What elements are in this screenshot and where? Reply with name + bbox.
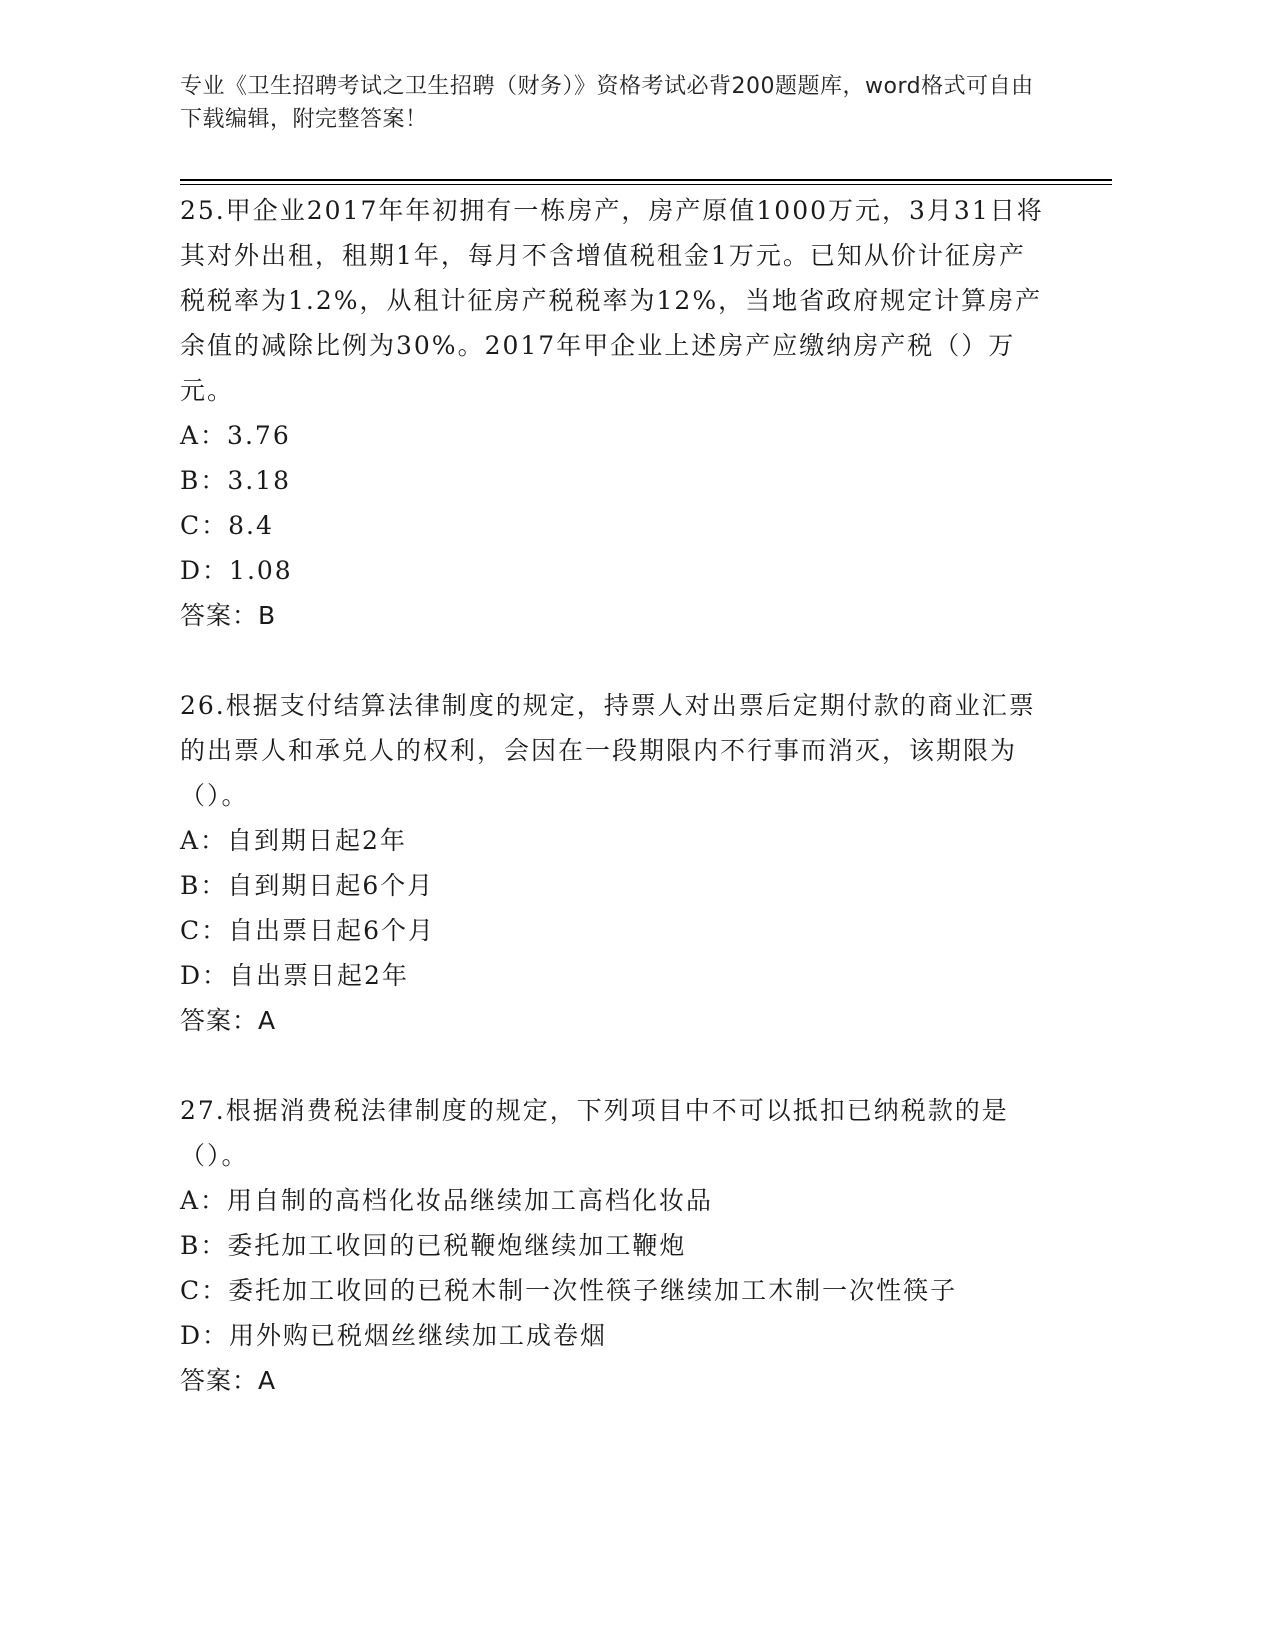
- question-stem: 27.根据消费税法律制度的规定，下列项目中不可以抵扣已纳税款的是（）。: [180, 1096, 1009, 1170]
- option-a: A：自到期日起2年: [180, 826, 407, 855]
- option-c: C：委托加工收回的已税木制一次性筷子继续加工木制一次性筷子: [180, 1276, 958, 1305]
- option-d: D：用外购已税烟丝继续加工成卷烟: [180, 1321, 608, 1350]
- answer: 答案：A: [180, 1366, 277, 1395]
- option-b: B：自到期日起6个月: [180, 871, 435, 900]
- option-c: C：自出票日起6个月: [180, 916, 436, 945]
- document-header: 专业《卫生招聘考试之卫生招聘（财务）》资格考试必背200题题库，word格式可自由下载编辑，附完整答案！: [180, 74, 1034, 132]
- option-b: B：3.18: [180, 466, 292, 495]
- header-divider-thin: [180, 184, 1112, 185]
- question-25: [180, 188, 1050, 638]
- option-a: A：用自制的高档化妆品继续加工高档化妆品: [180, 1186, 714, 1215]
- answer: 答案：B: [180, 601, 277, 630]
- option-d: D：自出票日起2年: [180, 961, 409, 990]
- question-stem: 26.根据支付结算法律制度的规定，持票人对出票后定期付款的商业汇票的出票人和承兑人的权利，会因在一段期限内不行事而消灭，该期限为（）。: [180, 691, 1036, 810]
- question-list: [180, 188, 1050, 1403]
- option-a: A：3.76: [180, 421, 291, 450]
- option-d: D：1.08: [180, 556, 293, 585]
- answer: 答案：A: [180, 1006, 277, 1035]
- option-b: B：委托加工收回的已税鞭炮继续加工鞭炮: [180, 1231, 687, 1260]
- question-27: [180, 1088, 1050, 1403]
- question-stem: 25.甲企业2017年年初拥有一栋房产，房产原值1000万元，3月31日将其对外出租，租期1年，每月不含增值税租金1万元。已知从价计征房产税税率为1.2%，从租计征房产税税率为12%，当地省政府规定计算房产余值的减除比例为30%。2017年甲企业上述房产应缴纳房产税（）万元。: [180, 196, 1044, 405]
- question-26: [180, 683, 1050, 1043]
- option-c: C：8.4: [180, 511, 274, 540]
- header-divider-thick: [180, 179, 1112, 181]
